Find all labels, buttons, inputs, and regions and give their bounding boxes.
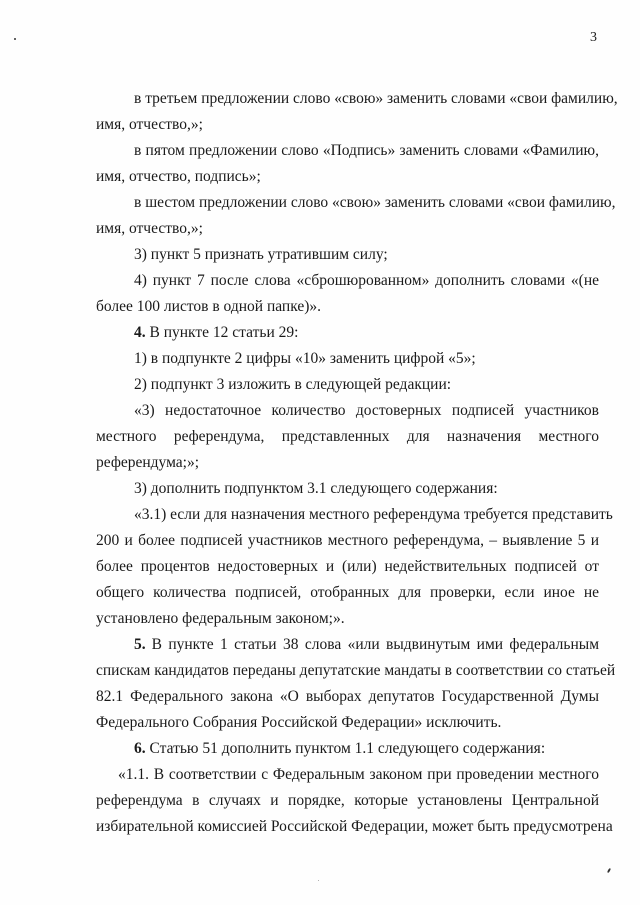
text-line: В пункте 1 статьи 38 слова «или выдвинутым ими федеральным — [151, 636, 599, 653]
text-line: местного референдума, представленных для назначения местного — [96, 428, 599, 445]
text-line: 1) в подпункте 2 цифры «10» заменить цифрой «5»; — [134, 350, 476, 367]
text-line: «3) недостаточное количество достоверных подписей участников — [134, 402, 599, 419]
text-line: Федерального Собрания Российской Федерации» исключить. — [96, 714, 502, 731]
scan-speck — [607, 868, 611, 873]
text-line: в пятом предложении слово «Подпись» заменить словами «Фамилию, — [134, 142, 599, 159]
text-line: установлено федеральным законом;». — [96, 610, 345, 627]
text-line: референдума в случаях и порядке, которые установлены Центральной — [96, 792, 599, 809]
text-line: Статью 51 дополнить пунктом 1.1 следующего содержания: — [149, 740, 546, 757]
text-line: спискам кандидатов переданы депутатские мандаты в соответствии со статьей — [96, 662, 616, 679]
article-item-6 — [134, 740, 545, 758]
text-line: 2) подпункт 3 изложить в следующей редакции: — [134, 376, 452, 393]
article-item-4 — [134, 324, 298, 342]
text-line: 3) пункт 5 признать утратившим силу; — [134, 246, 388, 263]
item-number: 4. — [134, 324, 146, 341]
text-line: в третьем предложении слово «свою» заменить словами «свои фамилию, — [134, 90, 618, 107]
scan-speck — [14, 38, 16, 40]
text-line: 200 и более подписей участников местного референдума, – выявление 5 и — [96, 532, 599, 549]
text-line: «3.1) если для назначения местного референдума требуется представить — [134, 506, 613, 523]
text-line: в шестом предложении слово «свою» заменить словами «свои фамилию, — [134, 194, 616, 211]
text-line: имя, отчество,»; — [96, 220, 203, 237]
text-line: «1.1. В соответствии с Федеральным законом при проведении местного — [118, 766, 599, 783]
text-line: 4) пункт 7 после слова «сброшюрованном» дополнить словами «(не — [134, 272, 599, 289]
text-line: 3) дополнить подпунктом 3.1 следующего содержания: — [134, 480, 498, 497]
article-item-5 — [134, 636, 599, 654]
text-line: более процентов недостоверных и (или) недействительных подписей от — [96, 558, 599, 575]
text-line: общего количества подписей, отобранных для проверки, если иное не — [96, 584, 599, 601]
item-number: 5. — [134, 636, 146, 653]
scan-speck — [318, 880, 319, 881]
text-line: более 100 листов в одной папке)». — [96, 298, 322, 315]
text-line: избирательной комиссией Российской Федерации, может быть предусмотрена — [96, 818, 613, 835]
text-line: имя, отчество, подпись»; — [96, 168, 261, 185]
page-number: 3 — [590, 30, 597, 45]
text-line: имя, отчество,»; — [96, 116, 203, 133]
text-line: референдума;»; — [96, 454, 200, 471]
text-line: В пункте 12 статьи 29: — [149, 324, 299, 341]
text-line: 82.1 Федерального закона «О выборах депутатов Государственной Думы — [96, 688, 599, 705]
item-number: 6. — [134, 740, 146, 757]
